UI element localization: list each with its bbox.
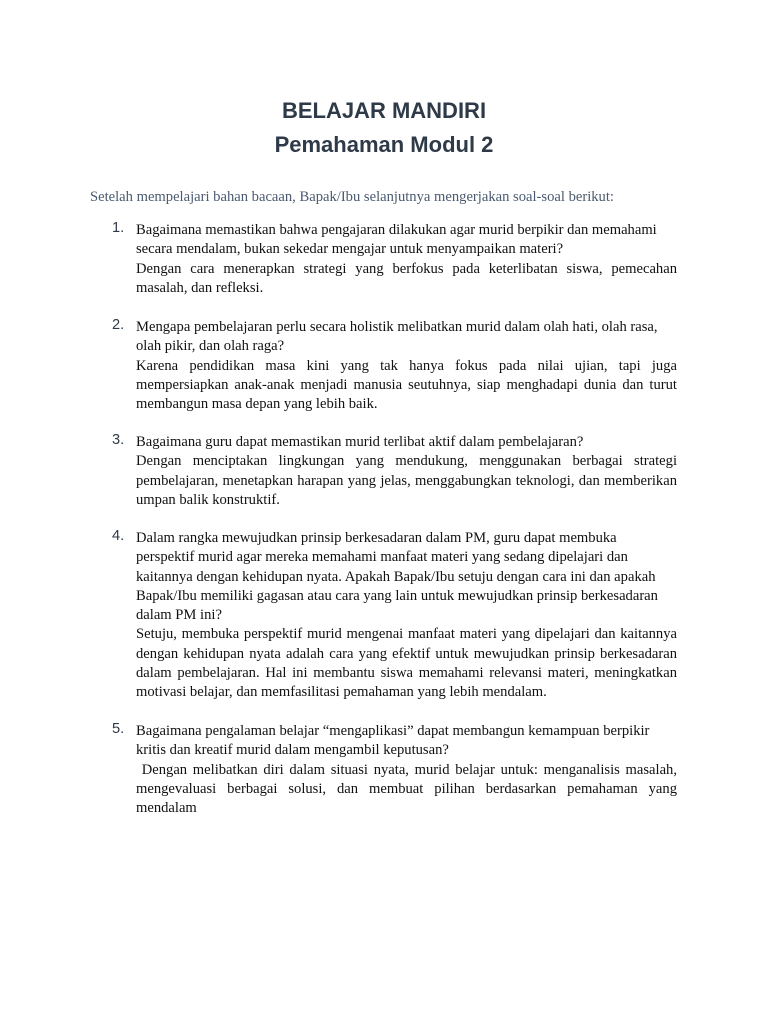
answer-text: Dengan cara menerapkan strategi yang berfokus pada keterlibatan siswa, pemecahan masalah, dan refleksi. [136,260,677,296]
answer-text: Dengan melibatkan diri dalam situasi nyata, murid belajar untuk: menganalisis masalah, mengevaluasi berbagai solusi, dan membuat pilihan berdasarkan pemahaman yang mendalam [136,761,681,817]
question-text: Mengapa pembelajaran perlu secara holistik melibatkan murid dalam olah hati, olah rasa, olah pikir, dan olah raga? [136,319,658,355]
item-body [136,529,677,703]
item-body [136,433,677,510]
question-text: Bagaimana guru dapat memastikan murid terlibat aktif dalam pembelajaran? [136,434,584,450]
item-number: 5. [112,721,125,737]
document-title: BELAJAR MANDIRI [281,98,487,123]
item-number: 4. [112,528,125,544]
item-body [136,221,677,298]
item-number: 3. [112,432,125,448]
document-subtitle: Pemahaman Modul 2 [274,132,494,157]
item-number: 1. [112,220,125,236]
question-text: Bagaimana memastikan bahwa pengajaran dilakukan agar murid berpikir dan memahami secara mendalam, bukan sekedar mengajar untuk menyampaikan materi? [136,222,657,258]
answer-text: Setuju, membuka perspektif murid mengenai manfaat materi yang dipelajari dan kaitannya dengan kehidupan nyata adalah cara yang efektif untuk mewujudkan prinsip berkesadaran dalam pembelajaran. Hal ini membantu siswa memahami relevansi materi, meningkatkan motivasi belajar, dan memfasilitasi pemahaman yang lebih mendalam. [136,626,677,701]
item-body [136,722,681,818]
item-body [136,318,677,414]
intro-text: Setelah mempelajari bahan bacaan, Bapak/Ibu selanjutnya mengerjakan soal-soal berikut: [90,189,614,205]
answer-text: Karena pendidikan masa kini yang tak hanya fokus pada nilai ujian, tapi juga mempersiapkan anak-anak menjadi manusia seutuhnya, siap menghadapi dunia dan turut membangun masa depan yang lebih baik. [136,357,677,413]
question-text: Dalam rangka mewujudkan prinsip berkesadaran dalam PM, guru dapat membuka perspektif murid agar mereka memahami manfaat materi yang sedang dipelajari dan kaitannya dengan kehidupan nyata. Apakah Bapak/Ibu setuju dengan cara ini dan apakah Bapak/Ibu memiliki gagasan atau cara yang lain untuk mewujudkan prinsip berkesadaran dalam PM ini? [136,530,658,624]
question-text: Bagaimana pengalaman belajar “mengaplikasi” dapat membangun kemampuan berpikir kritis dan kreatif murid dalam mengambil keputusan? [136,723,650,759]
item-number: 2. [112,317,125,333]
answer-text: Dengan menciptakan lingkungan yang mendukung, menggunakan berbagai strategi pembelajaran, menetapkan harapan yang jelas, menggabungkan teknologi, dan memberikan umpan balik konstruktif. [136,453,677,508]
